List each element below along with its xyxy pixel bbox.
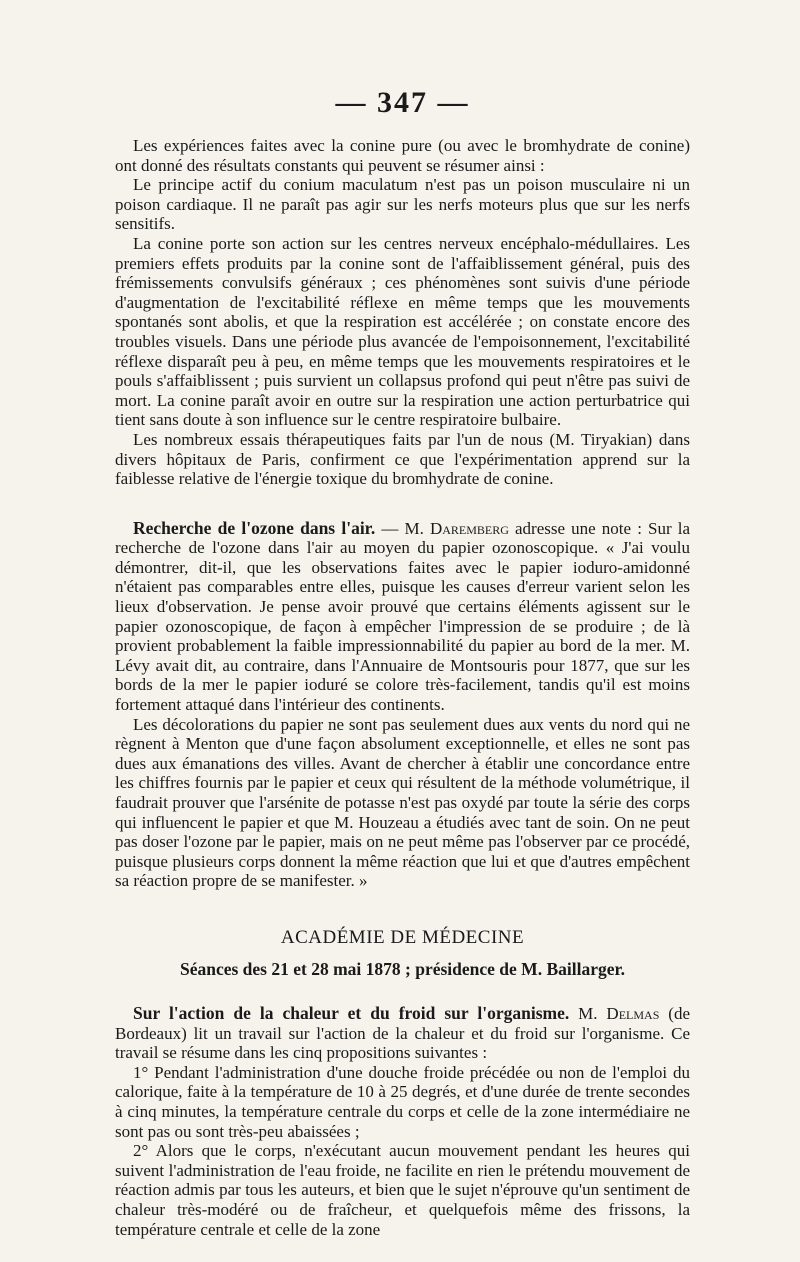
chaleur-item-1: 1° Pendant l'administration d'une douche froide précédée ou non de l'emploi du calorique, faite à la température de 10 à 25 degrés, et d'une durée de trente secondes à cinq minutes, la température centrale du corps et celle de la zone intermédiaire ne sont pas ou sont très-peu abaissées ; [115,1062,690,1141]
conine-paragraph-3: La conine porte son action sur les centres nerveux encéphalo-médullaires. Les premiers effets produits par la conine sont de l'affaiblissement général, puis des frémissements convulsifs généraux ; ces phénomènes sont suivis d'une période d'augmentation de l'excitabilité réflexe en même temps que les mouvements spontanés sont abolis, et que la respiration est accélérée ; on constate encore des troubles visuels. Dans une période plus avancée de l'empoisonnement, l'excitabilité réflexe disparaît peu à peu, en même temps que les mouvements respiratoires et le pouls s'affaiblissent ; puis survient un collapsus profond qui peut n'être pas suivi de mort. La conine paraît avoir en outre sur la respiration une action perturbatrice qui tient sans doute à son influence sur le centre respiratoire bulbaire. [115,233,690,430]
chaleur-paragraph-1 [115,1004,690,1063]
chaleur-paragraph-1-text: (de Bordeaux) lit un travail sur l'action de la chaleur et du froid sur l'organisme. Ce travail se résume dans les cinq propositions suivantes : [115,1003,690,1063]
page-number: — 347 — [335,86,470,119]
chaleur-author: M. Delmas [578,1003,660,1023]
section-spacer [115,489,690,519]
ozone-author: M. Daremberg [404,518,509,538]
conine-paragraph-1: Les expériences faites avec la conine pure (ou avec le bromhydrate de conine) ont donné des résultats constants qui peuvent se résumer ainsi : [115,136,690,175]
conine-section [115,136,690,489]
ozone-paragraph-2: Les décolorations du papier ne sont pas seulement dues aux vents du nord qui ne règnent à Menton que d'une façon absolument exceptionnelle, et elles ne sont pas dues aux émanations des villes. Avant de chercher à établir une concordance entre les chiffres fournis par le papier et ceux qui résultent de la méthode volumétrique, il faudrait prouver que l'arsénite de potasse n'est pas oxydé par toute la série des corps qui influencent le papier et que M. Houzeau a étudiés avec tant de soin. On ne peut pas doser l'ozone par le papier, mais on ne peut même pas l'observer par ce procédé, puisque plusieurs corps donnent la même réaction que lui et que d'autres empêchent sa réaction propre de se manifester. » [115,714,690,891]
section-spacer [115,891,690,927]
conine-paragraph-4: Les nombreux essais thérapeutiques faits par l'un de nous (M. Tiryakian) dans divers hôpitaux de Paris, confirment ce que l'expérimentation apprend sur la faiblesse relative de l'énergie toxique du bromhydrate de conine. [115,429,690,489]
ozone-paragraph-1-text: adresse une note : Sur la recherche de l'ozone dans l'air au moyen du papier ozonoscopique. « J'ai voulu démontrer, dit-il, que les observations faites avec le papier ioduro-amidonné n'étaient pas comparables entre elles, puisque les causes d'erreur varient selon les lieux d'observation. Je pense avoir prouvé que certains éléments agissent sur le papier ozonoscopique, de façon à empêcher l'impression de se produire ; de là provient probablement la faible impressionnabilité du papier au bord de la mer. M. Lévy avait dit, au contraire, dans l'Annuaire de Montsouris pour 1877, que sur les bords de la mer le papier ioduré se colore très-facilement, tandis qu'il est moins fortement attaqué dans l'intérieur des continents. [115,518,691,715]
chaleur-item-2: 2° Alors que le corps, n'exécutant aucun mouvement pendant les heures qui suivent l'administration de l'eau froide, ne facilite en rien le prétendu mouvement de réaction admis par tous les auteurs, et bien que le sujet n'éprouve qu'un sentiment de chaleur très-modéré ou de fraîcheur, et quelquefois même des frissons, la température centrale et celle de la zone [115,1141,690,1239]
conine-paragraph-2: Le principe actif du conium maculatum n'est pas un poison musculaire ni un poison cardiaque. Il ne paraît pas agir sur les nerfs moteurs plus que sur les nerfs sensitifs. [115,175,690,234]
academy-sessions: Séances des 21 et 28 mai 1878 ; présidence de M. Baillarger. [179,958,626,979]
chaleur-section [115,1004,690,1239]
chaleur-section-title: Sur l'action de la chaleur et du froid sur l'organisme. [133,1002,570,1023]
ozone-section-title: Recherche de l'ozone dans l'air. [133,517,376,538]
academy-heading: ACADÉMIE DE MÉDECINE [280,926,525,948]
ozone-section [115,519,690,891]
ozone-paragraph-1: Recherche de l'ozone dans l'air. — M. Daremberg adresse une note : Sur la recherche de l'ozone dans l'air au moyen du papier ozonoscopique. « J'ai voulu démontrer, dit-il, que les observations faites avec le papier ioduro-amidonné n'étaient pas comparables entre elles, puisque les causes d'erreur varient selon les lieux d'observation. Je pense avoir prouvé que certains éléments agissent sur le papier ozonoscopique, de façon à empêcher l'impression de se produire ; de là provient probablement la faible impressionnabilité du papier au bord de la mer. M. Lévy avait dit, au contraire, dans l'Annuaire de Montsouris pour 1877, que sur les bords de la mer le papier ioduré se colore très-facilement, tandis qu'il est moins fortement attaqué dans l'intérieur des continents. [115,517,691,715]
